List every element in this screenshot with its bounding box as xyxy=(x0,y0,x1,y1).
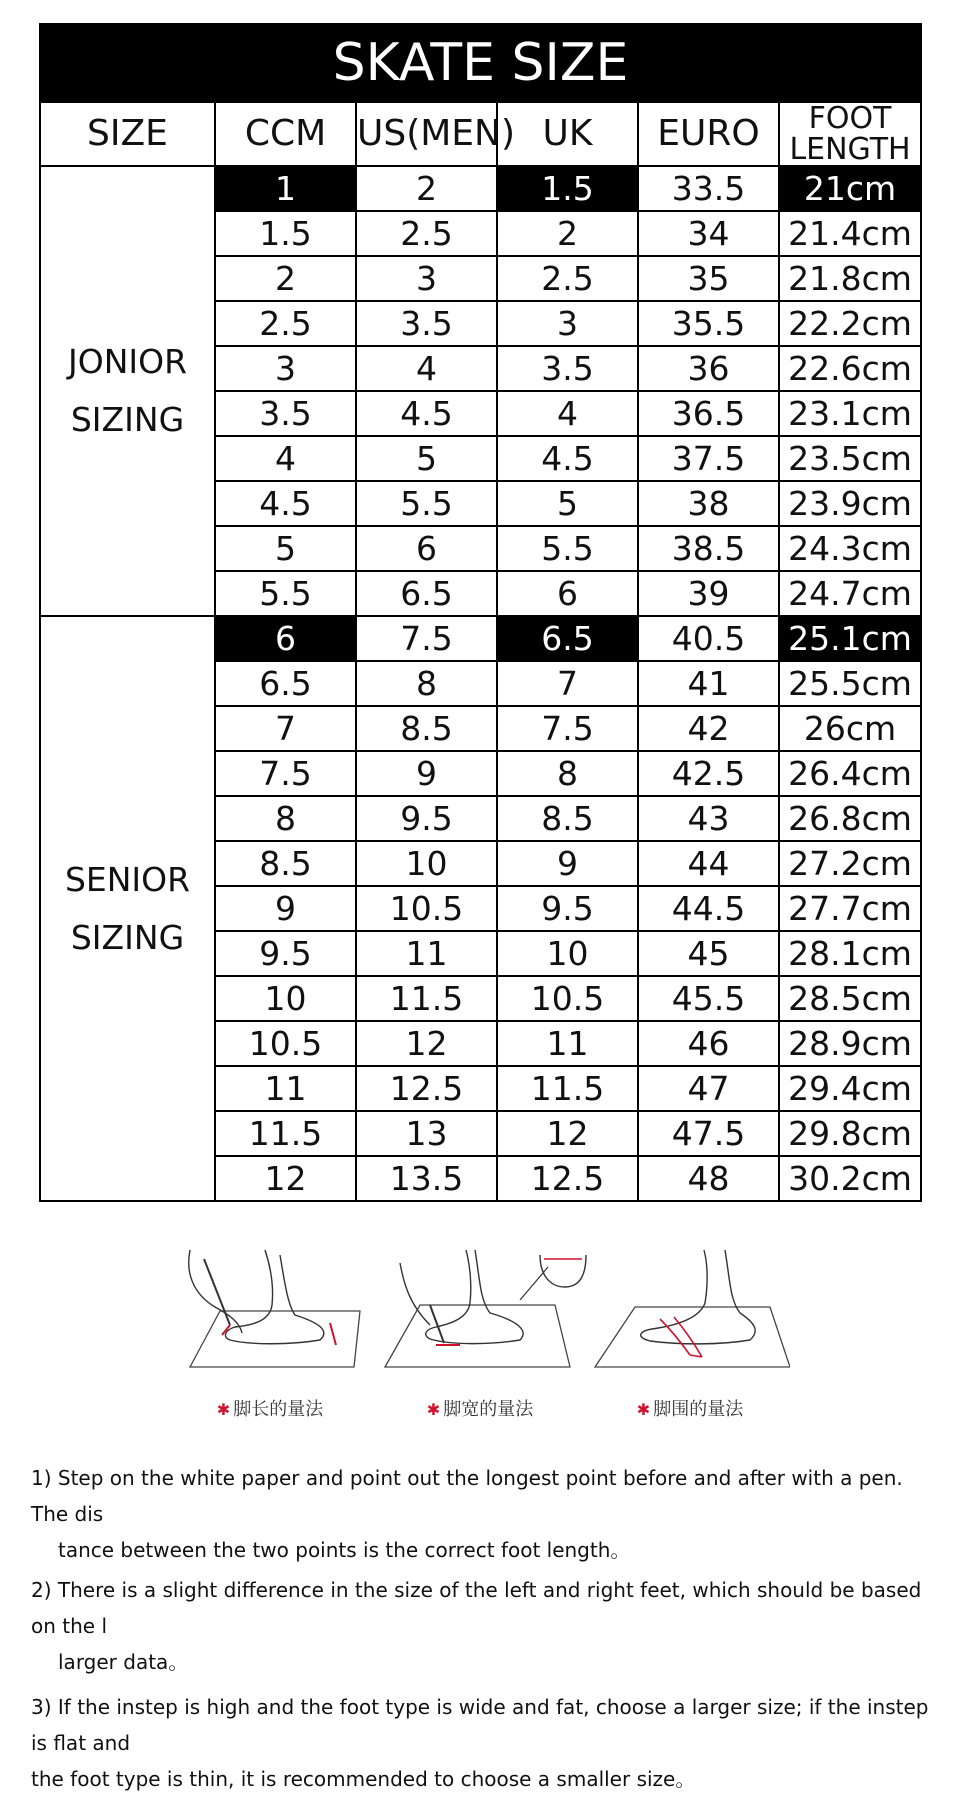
cell-uk: 10 xyxy=(497,931,638,976)
cell-uk: 11.5 xyxy=(497,1066,638,1111)
cell-euro: 33.5 xyxy=(638,166,779,211)
cell-ccm: 11.5 xyxy=(215,1111,356,1156)
cell-foot: 21.8cm xyxy=(779,256,921,301)
cell-uk: 8.5 xyxy=(497,796,638,841)
cell-ccm: 9 xyxy=(215,886,356,931)
cell-uk: 8 xyxy=(497,751,638,796)
cell-uk: 1.5 xyxy=(497,166,638,211)
cell-uk: 7.5 xyxy=(497,706,638,751)
cell-foot: 30.2cm xyxy=(779,1156,921,1201)
header-euro: EURO xyxy=(638,102,779,166)
cell-ccm: 6 xyxy=(215,616,356,661)
cell-us: 9.5 xyxy=(356,796,497,841)
cell-euro: 40.5 xyxy=(638,616,779,661)
size-group-label xyxy=(40,166,215,616)
cell-euro: 35 xyxy=(638,256,779,301)
cell-ccm: 10 xyxy=(215,976,356,1021)
cell-foot: 21cm xyxy=(779,166,921,211)
cell-us: 6.5 xyxy=(356,571,497,616)
cell-uk: 9 xyxy=(497,841,638,886)
instruction-text-line2: the foot type is thin, it is recommended to choose a smaller size。 xyxy=(31,1767,696,1791)
cell-foot: 24.3cm xyxy=(779,526,921,571)
cell-ccm: 10.5 xyxy=(215,1021,356,1066)
cell-ccm: 8 xyxy=(215,796,356,841)
cell-ccm: 12 xyxy=(215,1156,356,1201)
cell-euro: 38.5 xyxy=(638,526,779,571)
cell-foot: 21.4cm xyxy=(779,211,921,256)
instruction-text-line2: larger data。 xyxy=(58,1650,189,1674)
asterisk-mark-icon: ✱ xyxy=(216,1400,231,1419)
cell-uk: 6 xyxy=(497,571,638,616)
cell-uk: 2 xyxy=(497,211,638,256)
cell-us: 7.5 xyxy=(356,616,497,661)
size-chart-table xyxy=(39,23,922,1202)
cell-euro: 36 xyxy=(638,346,779,391)
cell-us: 2 xyxy=(356,166,497,211)
cell-us: 9 xyxy=(356,751,497,796)
cell-foot: 29.4cm xyxy=(779,1066,921,1111)
cell-us: 11.5 xyxy=(356,976,497,1021)
instruction-item xyxy=(31,1572,941,1680)
instruction-text-line1: Step on the white paper and point out the longest point before and after with a pen. The dis xyxy=(31,1466,903,1526)
caption-foot-girth: 脚围的量法 xyxy=(653,1399,744,1420)
cell-euro: 47.5 xyxy=(638,1111,779,1156)
cell-ccm: 4.5 xyxy=(215,481,356,526)
cell-ccm: 5 xyxy=(215,526,356,571)
cell-euro: 38 xyxy=(638,481,779,526)
header-foot-length xyxy=(779,102,921,166)
cell-us: 13 xyxy=(356,1111,497,1156)
cell-foot: 26cm xyxy=(779,706,921,751)
cell-us: 11 xyxy=(356,931,497,976)
cell-ccm: 1 xyxy=(215,166,356,211)
cell-ccm: 1.5 xyxy=(215,211,356,256)
cell-uk: 12.5 xyxy=(497,1156,638,1201)
cell-foot: 26.8cm xyxy=(779,796,921,841)
table-row xyxy=(40,166,921,211)
foot-width-measure-icon xyxy=(380,1245,590,1395)
cell-us: 10 xyxy=(356,841,497,886)
cell-foot: 28.5cm xyxy=(779,976,921,1021)
cell-euro: 35.5 xyxy=(638,301,779,346)
header-foot-length-line2: LENGTH xyxy=(789,132,911,167)
cell-us: 4 xyxy=(356,346,497,391)
instructions xyxy=(31,1460,941,1797)
cell-ccm: 3 xyxy=(215,346,356,391)
instruction-text-line1: There is a slight difference in the size of the left and right feet, which should be based on the l xyxy=(31,1578,922,1638)
cell-euro: 43 xyxy=(638,796,779,841)
cell-us: 8.5 xyxy=(356,706,497,751)
header-us-men: US(MEN) xyxy=(356,102,497,166)
cell-ccm: 2 xyxy=(215,256,356,301)
size-group-label-line: SENIOR xyxy=(64,859,191,899)
cell-uk: 5.5 xyxy=(497,526,638,571)
cell-uk: 6.5 xyxy=(497,616,638,661)
cell-us: 12.5 xyxy=(356,1066,497,1111)
cell-uk: 9.5 xyxy=(497,886,638,931)
size-group-label-line: SIZING xyxy=(70,917,185,957)
cell-us: 6 xyxy=(356,526,497,571)
size-group-label-line: SIZING xyxy=(70,400,185,439)
cell-euro: 42.5 xyxy=(638,751,779,796)
cell-euro: 42 xyxy=(638,706,779,751)
instruction-number: 2) xyxy=(31,1578,52,1602)
cell-ccm: 6.5 xyxy=(215,661,356,706)
cell-ccm: 8.5 xyxy=(215,841,356,886)
cell-foot: 28.1cm xyxy=(779,931,921,976)
cell-ccm: 7.5 xyxy=(215,751,356,796)
cell-ccm: 4 xyxy=(215,436,356,481)
cell-euro: 44 xyxy=(638,841,779,886)
cell-foot: 28.9cm xyxy=(779,1021,921,1066)
cell-us: 2.5 xyxy=(356,211,497,256)
illustration-foot-length xyxy=(170,1245,370,1425)
cell-uk: 12 xyxy=(497,1111,638,1156)
cell-us: 8 xyxy=(356,661,497,706)
cell-foot: 23.5cm xyxy=(779,436,921,481)
cell-us: 3.5 xyxy=(356,301,497,346)
cell-foot: 25.5cm xyxy=(779,661,921,706)
size-group-label xyxy=(40,616,215,1201)
illustration-foot-girth xyxy=(590,1245,790,1425)
instruction-item xyxy=(31,1460,941,1568)
cell-euro: 47 xyxy=(638,1066,779,1111)
cell-us: 4.5 xyxy=(356,391,497,436)
cell-foot: 23.1cm xyxy=(779,391,921,436)
cell-uk: 4 xyxy=(497,391,638,436)
header-foot-length-line1: FOOT xyxy=(808,101,892,136)
cell-us: 5 xyxy=(356,436,497,481)
cell-ccm: 7 xyxy=(215,706,356,751)
header-size: SIZE xyxy=(40,102,215,166)
cell-euro: 41 xyxy=(638,661,779,706)
header-row xyxy=(40,102,921,166)
cell-uk: 10.5 xyxy=(497,976,638,1021)
cell-euro: 45 xyxy=(638,931,779,976)
cell-euro: 36.5 xyxy=(638,391,779,436)
cell-us: 3 xyxy=(356,256,497,301)
asterisk-mark-icon: ✱ xyxy=(426,1400,441,1419)
table-title: SKATE SIZE xyxy=(40,24,921,102)
cell-us: 5.5 xyxy=(356,481,497,526)
cell-euro: 45.5 xyxy=(638,976,779,1021)
cell-foot: 27.7cm xyxy=(779,886,921,931)
size-group-label-line: JONIOR xyxy=(67,342,188,381)
cell-ccm: 2.5 xyxy=(215,301,356,346)
caption-foot-width: 脚宽的量法 xyxy=(443,1399,534,1420)
cell-euro: 37.5 xyxy=(638,436,779,481)
measurement-illustrations xyxy=(170,1245,790,1425)
instruction-number: 1) xyxy=(31,1466,52,1490)
asterisk-mark-icon: ✱ xyxy=(636,1400,651,1419)
cell-uk: 2.5 xyxy=(497,256,638,301)
cell-uk: 5 xyxy=(497,481,638,526)
cell-foot: 25.1cm xyxy=(779,616,921,661)
cell-uk: 3.5 xyxy=(497,346,638,391)
table-row xyxy=(40,616,921,661)
cell-uk: 4.5 xyxy=(497,436,638,481)
cell-euro: 48 xyxy=(638,1156,779,1201)
cell-us: 12 xyxy=(356,1021,497,1066)
cell-us: 13.5 xyxy=(356,1156,497,1201)
cell-ccm: 9.5 xyxy=(215,931,356,976)
cell-foot: 26.4cm xyxy=(779,751,921,796)
caption-foot-length: 脚长的量法 xyxy=(233,1399,324,1420)
cell-us: 10.5 xyxy=(356,886,497,931)
cell-foot: 27.2cm xyxy=(779,841,921,886)
cell-euro: 44.5 xyxy=(638,886,779,931)
instruction-text-line1: If the instep is high and the foot type is wide and fat, choose a larger size; if the instep is flat and xyxy=(31,1695,929,1755)
instruction-item xyxy=(31,1689,941,1797)
cell-ccm: 3.5 xyxy=(215,391,356,436)
cell-foot: 22.2cm xyxy=(779,301,921,346)
cell-uk: 11 xyxy=(497,1021,638,1066)
cell-foot: 23.9cm xyxy=(779,481,921,526)
cell-euro: 39 xyxy=(638,571,779,616)
foot-girth-measure-icon xyxy=(590,1245,790,1395)
cell-foot: 24.7cm xyxy=(779,571,921,616)
instruction-number: 3) xyxy=(31,1695,52,1719)
cell-uk: 3 xyxy=(497,301,638,346)
cell-foot: 22.6cm xyxy=(779,346,921,391)
cell-uk: 7 xyxy=(497,661,638,706)
title-row xyxy=(40,24,921,102)
cell-ccm: 5.5 xyxy=(215,571,356,616)
cell-euro: 34 xyxy=(638,211,779,256)
header-uk: UK xyxy=(497,102,638,166)
cell-euro: 46 xyxy=(638,1021,779,1066)
instruction-text-line2: tance between the two points is the correct foot length。 xyxy=(58,1538,631,1562)
cell-foot: 29.8cm xyxy=(779,1111,921,1156)
cell-ccm: 11 xyxy=(215,1066,356,1111)
header-ccm: CCM xyxy=(215,102,356,166)
illustration-foot-width xyxy=(380,1245,580,1425)
foot-length-measure-icon xyxy=(170,1245,370,1395)
